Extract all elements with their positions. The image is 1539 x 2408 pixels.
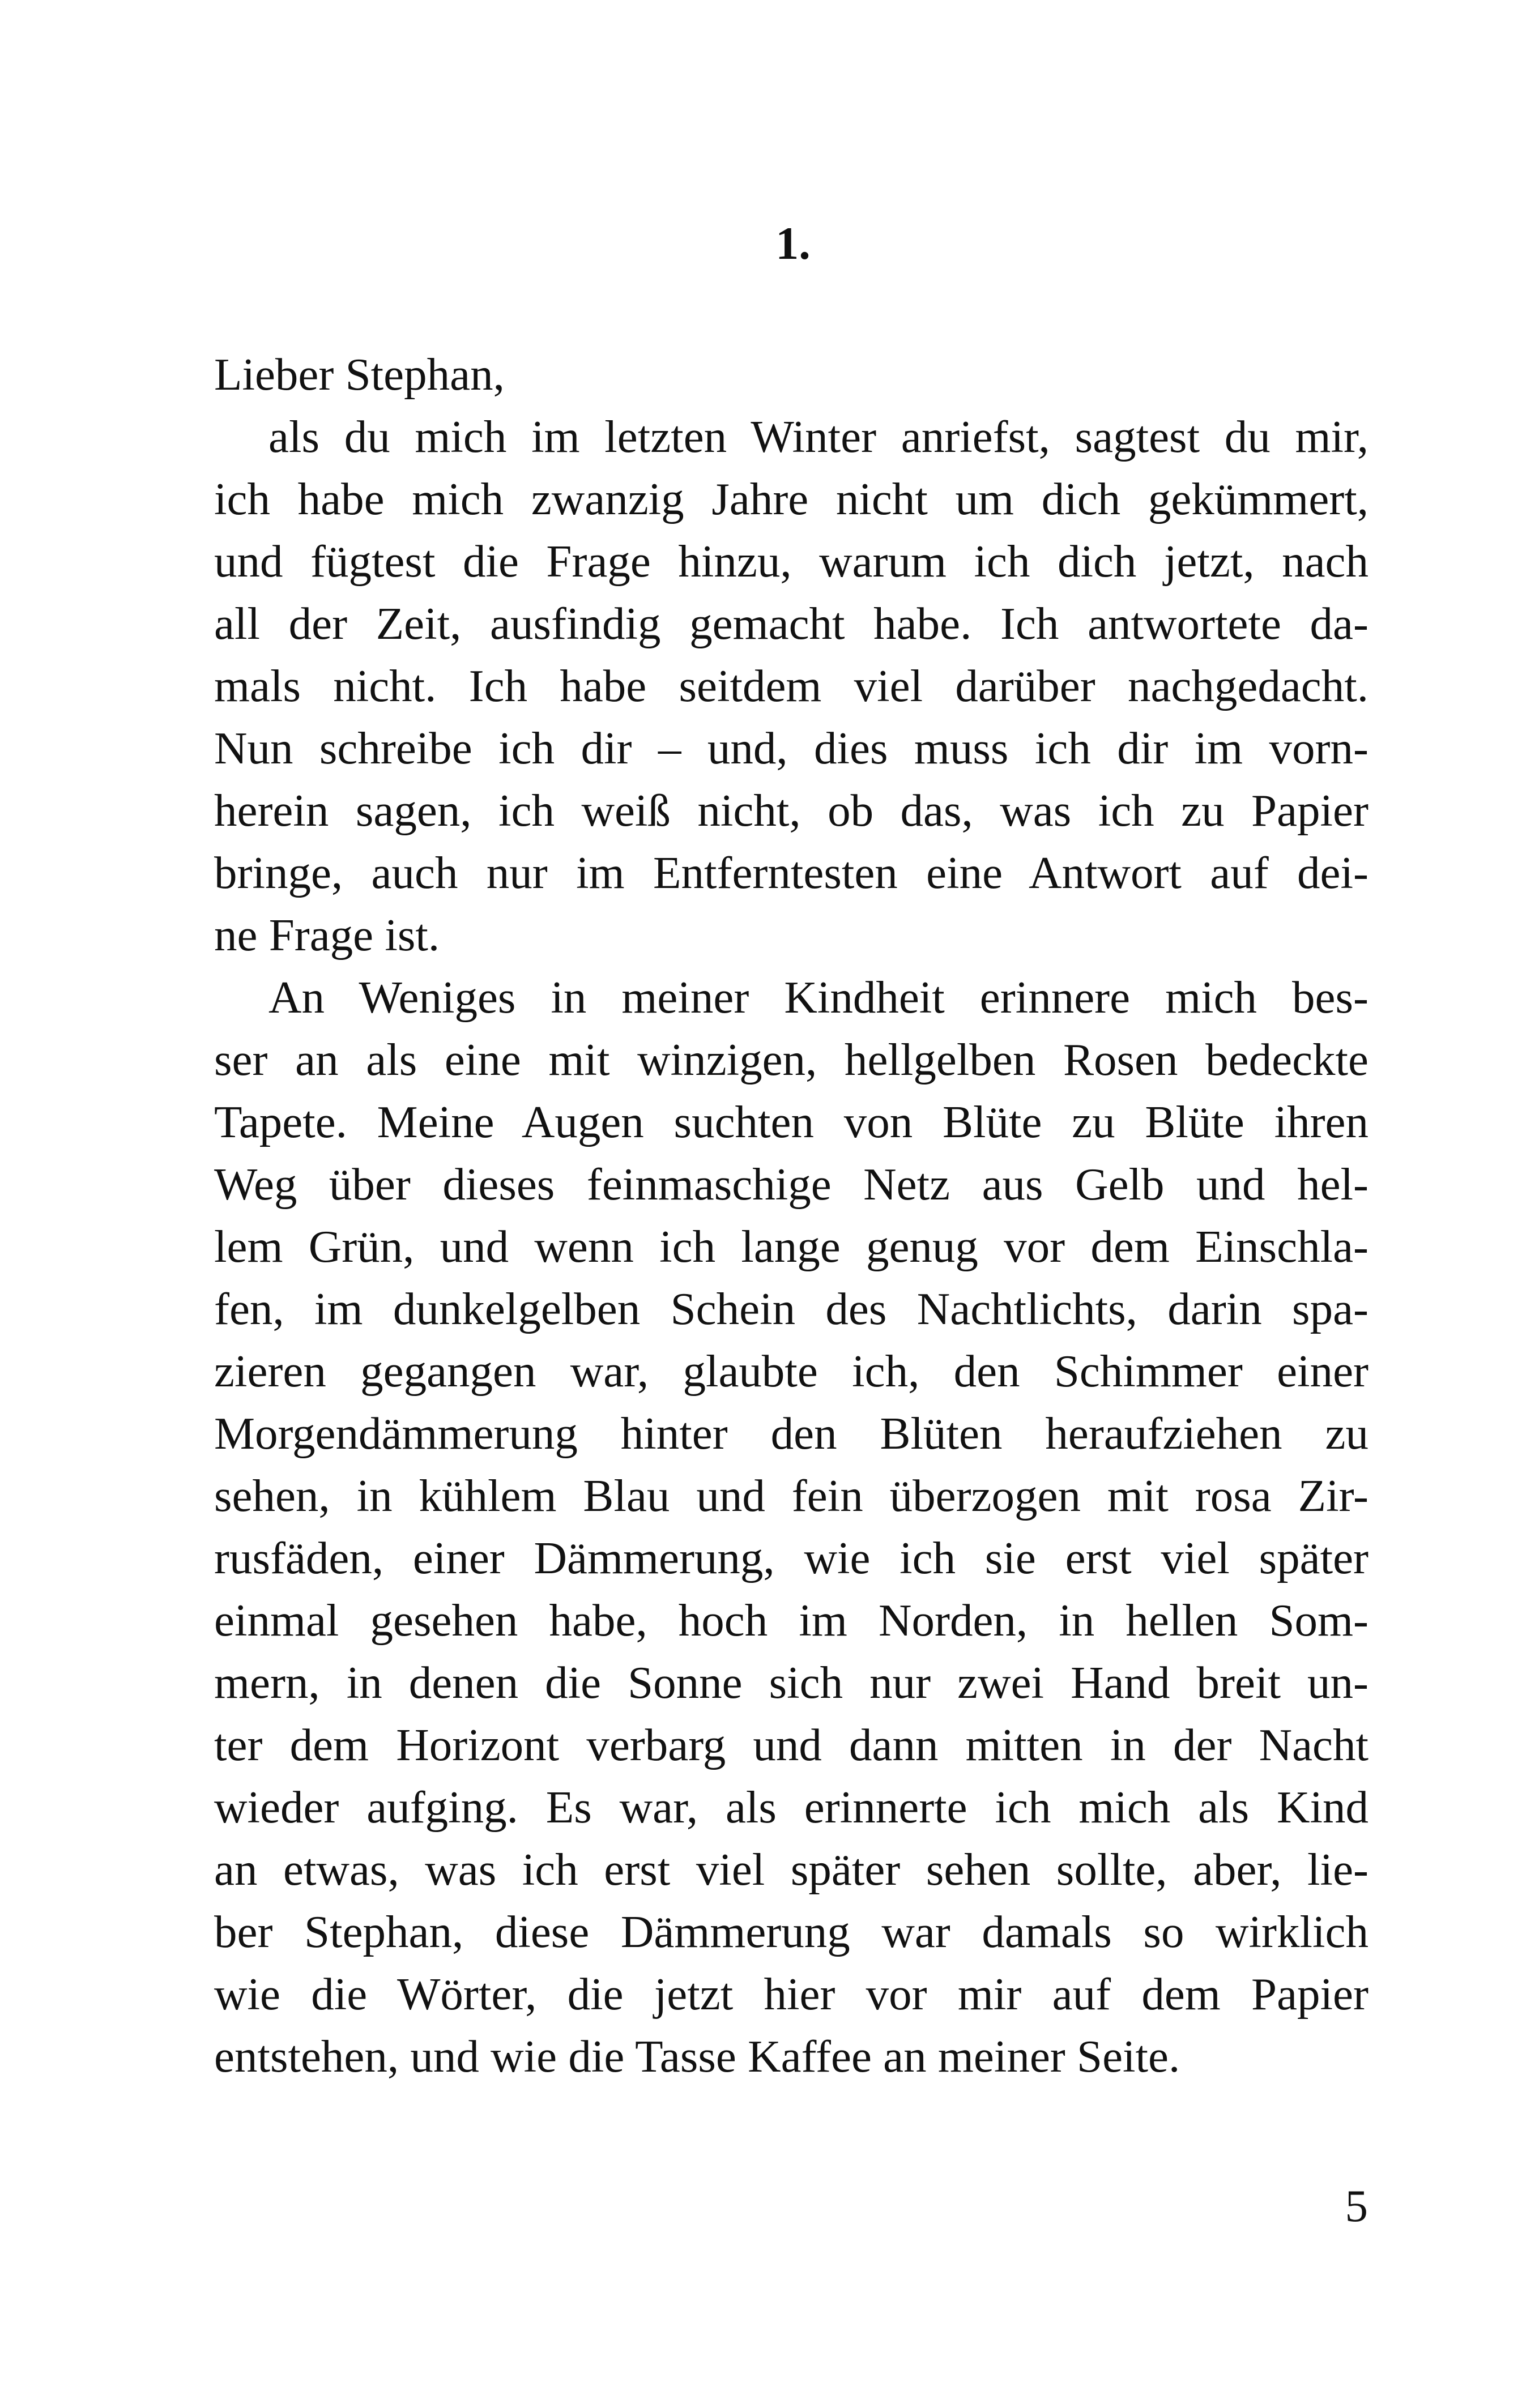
- text-line: lem Grün, und wenn ich lange genug vor dem Einschla-: [214, 1221, 1369, 1272]
- text-line: fen, im dunkelgelben Schein des Nachtlichts, darin spa-: [214, 1283, 1369, 1334]
- text-line: mals nicht. Ich habe seitdem viel darüber nachgedacht.: [214, 660, 1369, 711]
- text-line: Morgendämmerung hinter den Blüten heraufziehen zu: [214, 1408, 1369, 1459]
- text-line: an etwas, was ich erst viel später sehen sollte, aber, lie-: [214, 1844, 1369, 1895]
- text-line: Tapete. Meine Augen suchten von Blüte zu Blüte ihren: [214, 1096, 1369, 1147]
- text-line: wie die Wörter, die jetzt hier vor mir auf dem Papier: [214, 1969, 1369, 2020]
- text-line: und fügtest die Frage hinzu, warum ich dich jetzt, nach: [214, 536, 1369, 587]
- text-line: all der Zeit, ausfindig gemacht habe. Ich antwortete da-: [214, 598, 1369, 649]
- text-line: wieder aufging. Es war, als erinnerte ich mich als Kind: [214, 1782, 1369, 1833]
- text-line: An Weniges in meiner Kindheit erinnere mich bes-: [268, 972, 1369, 1023]
- body-text: [214, 343, 1369, 2087]
- text-line: als du mich im letzten Winter anriefst, sagtest du mir,: [268, 411, 1369, 462]
- text-line: ter dem Horizont verbarg und dann mitten in der Nacht: [214, 1719, 1369, 1770]
- text-line: ich habe mich zwanzig Jahre nicht um dich gekümmert,: [214, 473, 1369, 524]
- text-line: zieren gegangen war, glaubte ich, den Schimmer einer: [214, 1346, 1369, 1397]
- chapter-number: 1.: [775, 217, 811, 269]
- text-line: Weg über dieses feinmaschige Netz aus Gelb und hel-: [214, 1159, 1369, 1210]
- text-line: herein sagen, ich weiß nicht, ob das, was ich zu Papier: [214, 785, 1369, 836]
- text-line: ser an als eine mit winzigen, hellgelben Rosen bedeckte: [214, 1034, 1369, 1085]
- salutation-line: Lieber Stephan,: [214, 349, 505, 400]
- text-line: ne Frage ist.: [214, 910, 440, 960]
- text-line: bringe, auch nur im Entferntesten eine Antwort auf dei-: [214, 847, 1369, 898]
- page-number: 5: [1345, 2180, 1368, 2231]
- text-line: Nun schreibe ich dir – und, dies muss ich dir im vorn-: [214, 723, 1369, 774]
- text-line: rusfäden, einer Dämmerung, wie ich sie erst viel später: [214, 1532, 1369, 1583]
- text-line: sehen, in kühlem Blau und fein überzogen mit rosa Zir-: [214, 1470, 1369, 1521]
- text-line: einmal gesehen habe, hoch im Norden, in hellen Som-: [214, 1595, 1369, 1646]
- text-line: ber Stephan, diese Dämmerung war damals so wirklich: [214, 1906, 1369, 1957]
- text-line: mern, in denen die Sonne sich nur zwei Hand breit un-: [214, 1657, 1369, 1708]
- text-line: entstehen, und wie die Tasse Kaffee an meiner Seite.: [214, 2031, 1180, 2082]
